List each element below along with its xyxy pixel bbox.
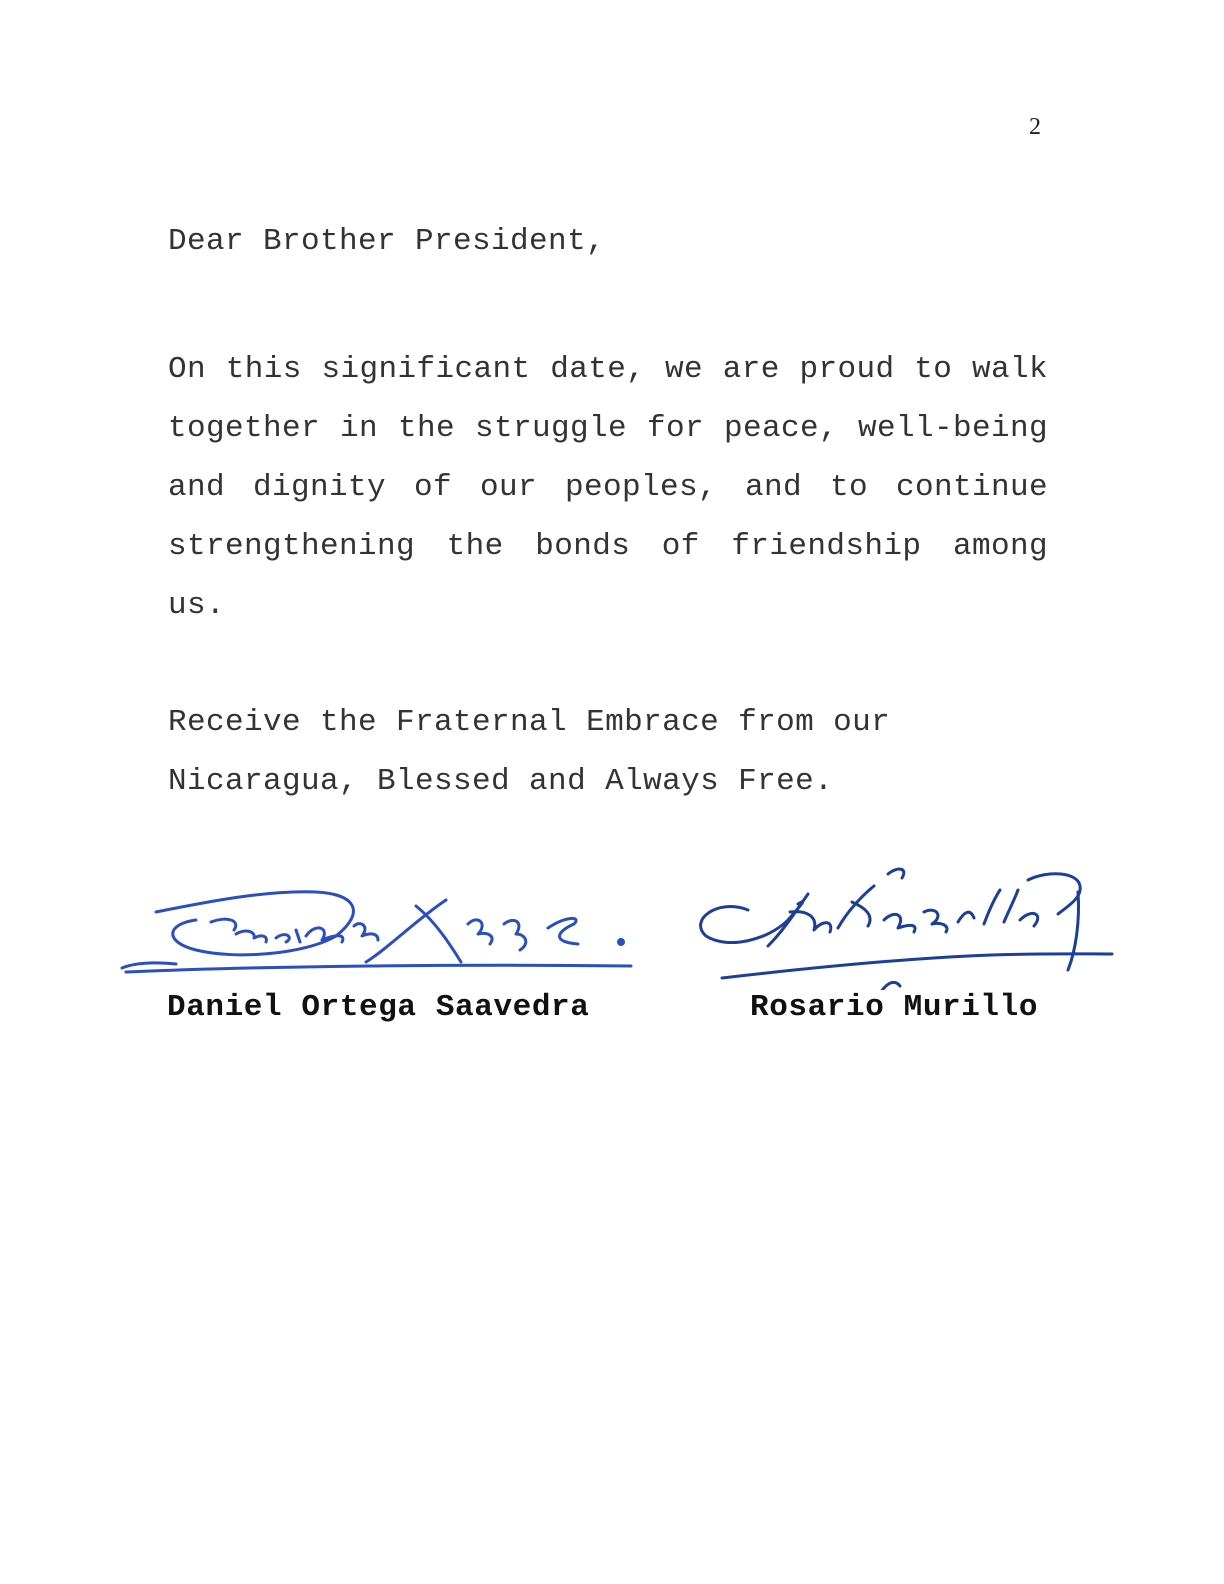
letter-body — [168, 222, 1048, 811]
body-paragraph-2: Receive the Fraternal Embrace from our Nicaragua, Blessed and Always Free. — [168, 705, 891, 799]
handwritten-signature-left — [116, 850, 646, 990]
signature-right — [688, 850, 1128, 990]
signatory-name-right: Rosario Murillo — [750, 990, 1039, 1025]
page-number: 2 — [1029, 114, 1041, 140]
handwritten-signature-right — [688, 850, 1128, 990]
signature-left — [116, 850, 646, 990]
salutation: Dear Brother President, — [168, 224, 606, 259]
body-paragraph-1: On this significant date, we are proud to walk together in the struggle for peace, well-being and dignity of our peoples, and to continue strengthening the bonds of friendship among us. — [168, 352, 1048, 623]
signatory-name-left: Daniel Ortega Saavedra — [167, 990, 590, 1025]
